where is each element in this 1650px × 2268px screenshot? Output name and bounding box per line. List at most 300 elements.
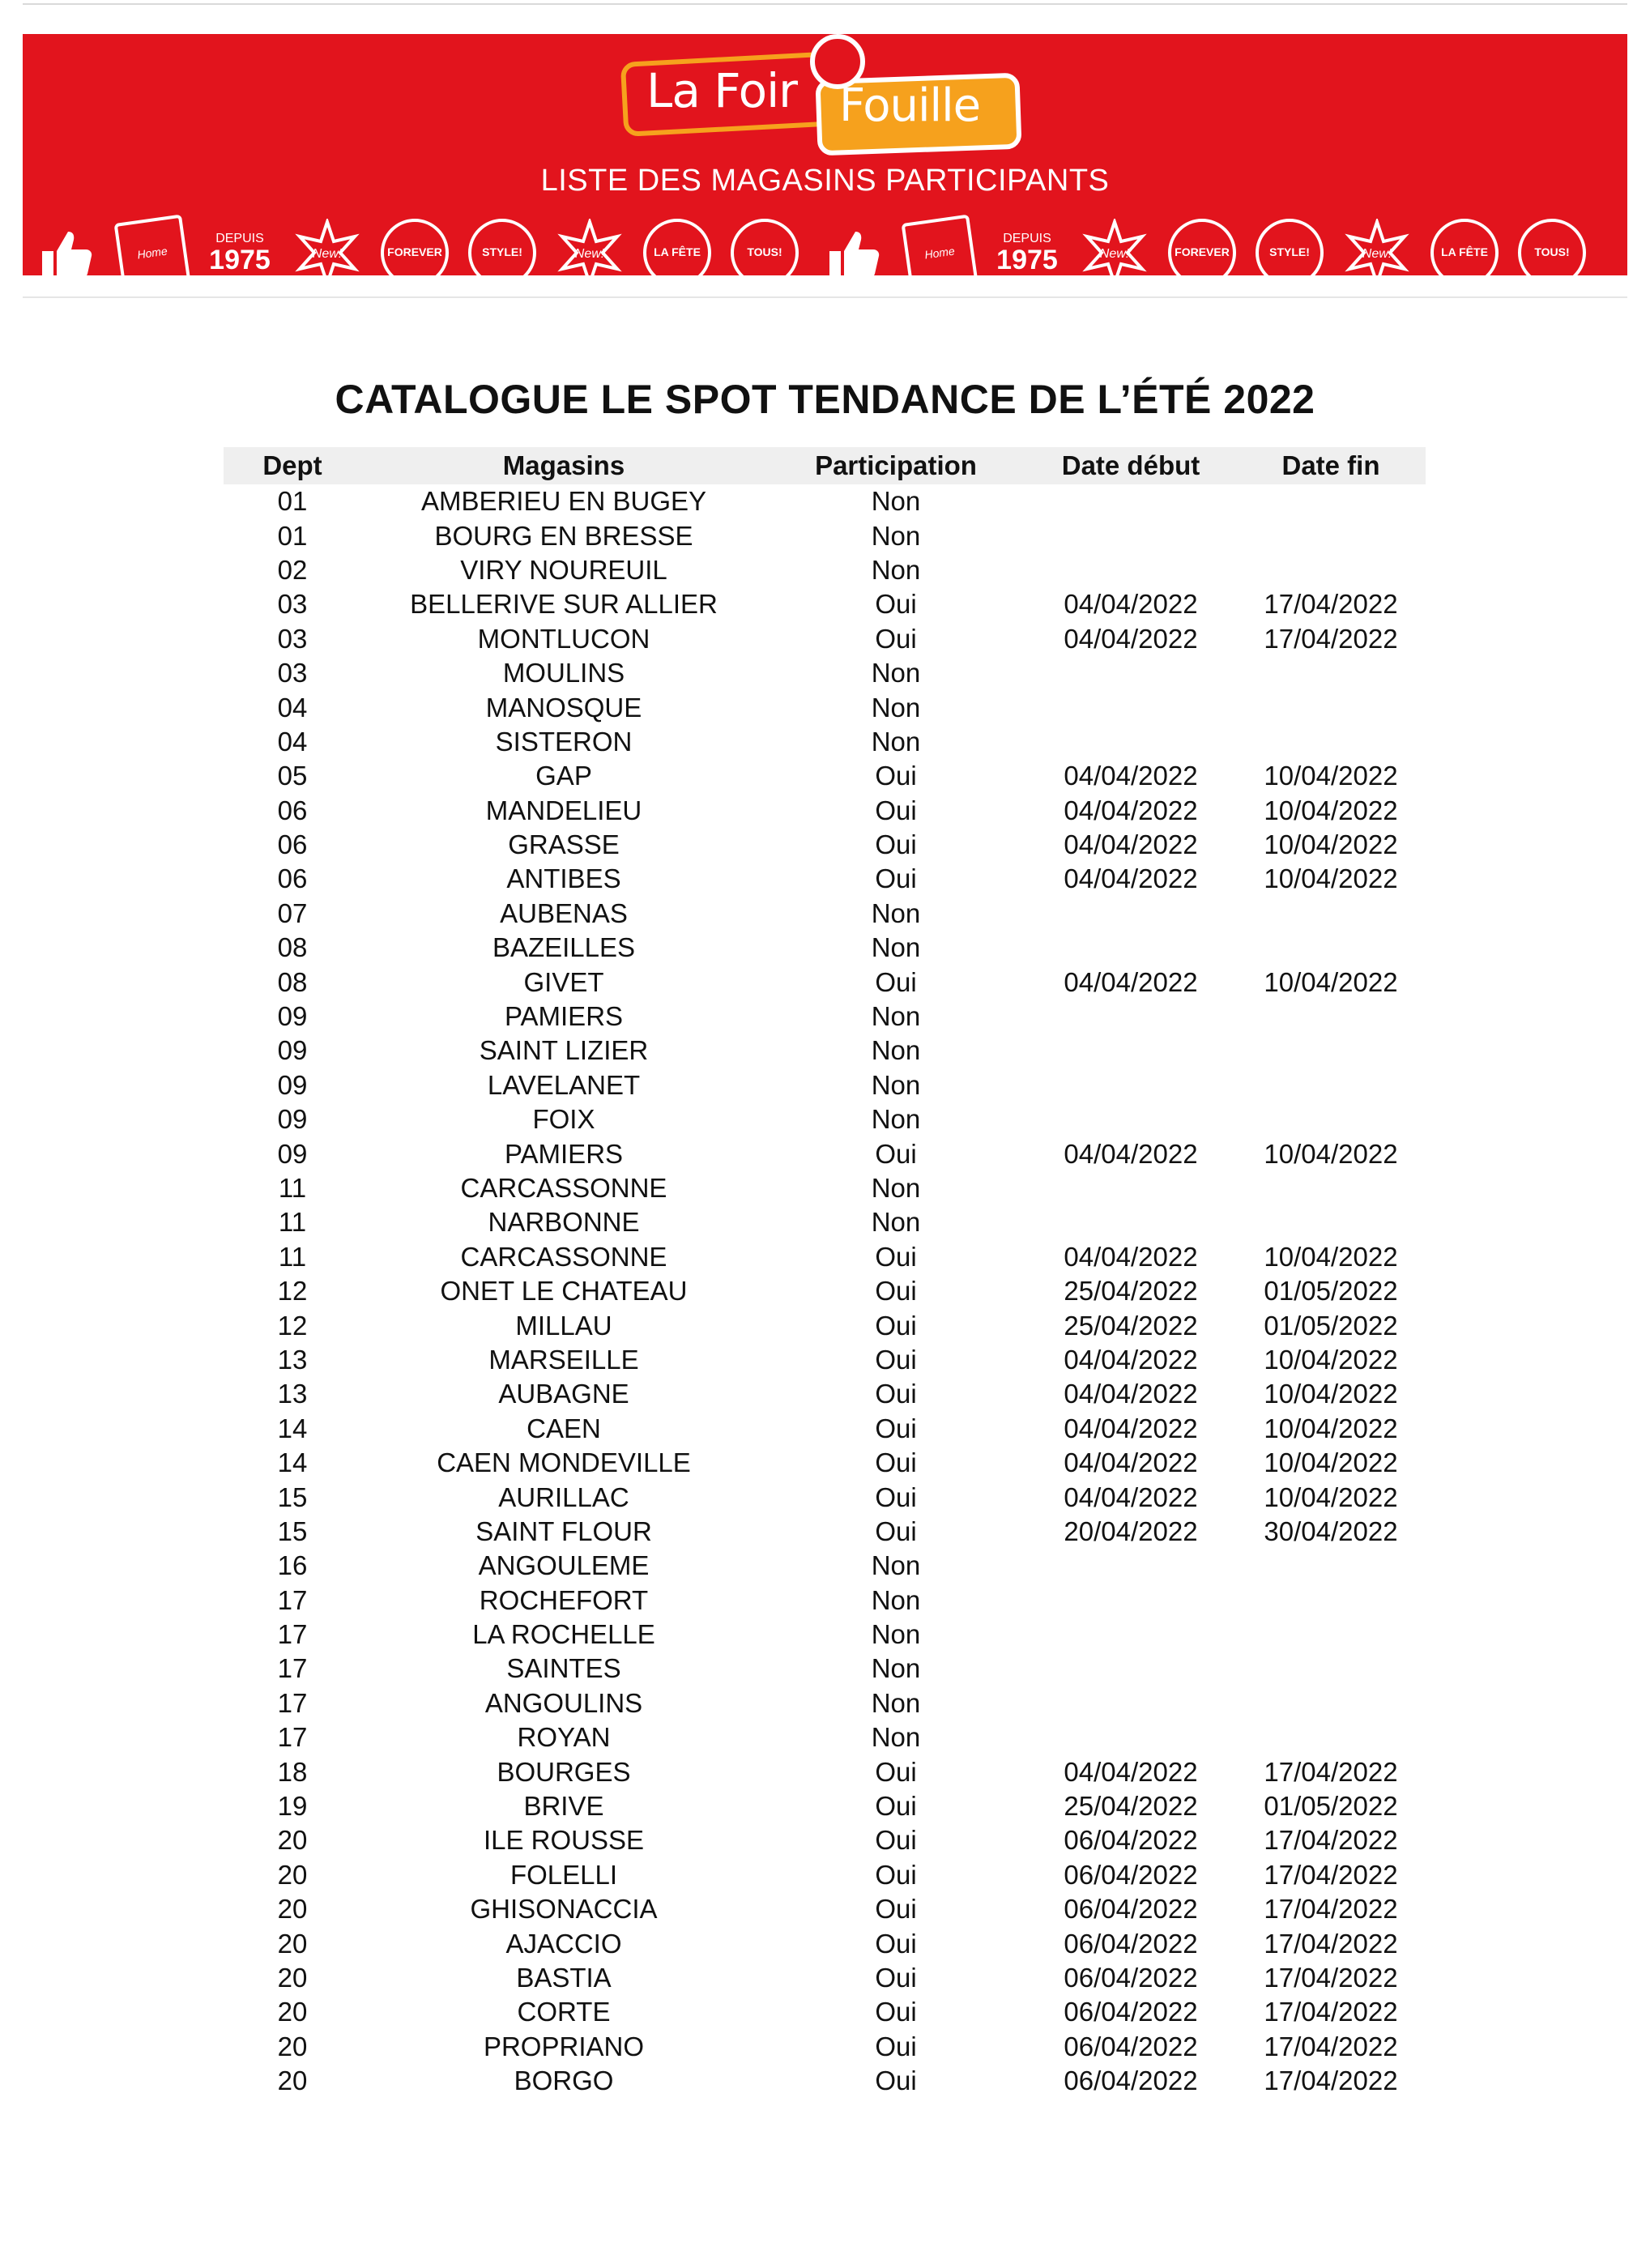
store-name-cell: MARSEILLE [488,1344,639,1375]
end-date-cell: 17/04/2022 [1264,2066,1398,2096]
start-date-cell [1025,484,1236,518]
table-row [224,1995,1426,2029]
start-date-cell: 04/04/2022 [1064,1413,1198,1443]
end-date-cell: 10/04/2022 [1264,1344,1398,1375]
participation-cell: Oui [875,1859,917,1890]
store-name-cell: SAINT FLOUR [475,1516,652,1546]
participation-cell: Non [871,1653,921,1684]
participation-cell: Oui [875,589,917,620]
banner-subtitle: LISTE DES MAGASINS PARTICIPANTS [540,164,1110,198]
dept-cell: 11 [278,1241,307,1272]
end-date-cell [1236,1584,1426,1618]
dept-cell: 08 [277,966,308,997]
store-name-cell: ROYAN [517,1722,611,1753]
start-date-cell [1025,1000,1236,1034]
start-date-cell [1025,1102,1236,1136]
store-name-cell: PAMIERS [504,1001,624,1032]
store-name-cell: GAP [535,761,592,791]
table-row [224,897,1426,931]
participation-cell: Oui [875,1997,917,2027]
end-date-cell: 01/05/2022 [1264,1276,1398,1307]
end-date-cell: 17/04/2022 [1264,2031,1398,2061]
participation-cell: Oui [875,2066,917,2096]
end-date-cell: 01/05/2022 [1264,1791,1398,1822]
start-date-cell: 04/04/2022 [1064,1241,1198,1272]
store-name-cell: GIVET [523,966,604,997]
start-date-cell: 04/04/2022 [1064,761,1198,791]
icon-label: New! [1099,247,1130,261]
brand-logo[interactable] [622,34,1027,156]
table-row [224,759,1426,793]
end-date-cell: 10/04/2022 [1264,1481,1398,1512]
table-row [224,1205,1426,1239]
table-row [224,1102,1426,1136]
start-date-cell: 06/04/2022 [1064,1894,1198,1925]
store-name-cell: BORGO [514,2066,614,2096]
start-date-cell [1025,931,1236,965]
participation-cell: Oui [875,1241,917,1272]
participation-cell: Oui [875,1310,917,1341]
participation-cell: Oui [875,829,917,860]
dept-cell: 17 [277,1619,308,1650]
start-date-cell: 25/04/2022 [1064,1791,1198,1822]
start-date-cell: 06/04/2022 [1064,1928,1198,1959]
store-name-cell: ANGOULEME [478,1550,650,1581]
table-row [224,1480,1426,1514]
table-row [224,1000,1426,1034]
dept-cell: 02 [277,554,308,585]
table-row [224,587,1426,621]
dept-cell: 15 [277,1516,308,1546]
store-name-cell: SAINT LIZIER [479,1035,649,1066]
dept-cell: 09 [277,1138,308,1169]
style-badge-icon [1256,219,1324,275]
dept-cell: 04 [277,692,308,723]
participation-cell: Non [871,1035,921,1066]
start-date-cell: 06/04/2022 [1064,1962,1198,1993]
participation-cell: Non [871,1722,921,1753]
table-row [224,1686,1426,1720]
participation-cell: Non [871,1619,921,1650]
table-row [224,1754,1426,1788]
start-date-cell: 04/04/2022 [1064,1138,1198,1169]
store-name-cell: ANTIBES [506,863,621,894]
dept-cell: 06 [277,863,308,894]
icon-label: STYLE! [1269,245,1310,259]
end-date-cell [1236,931,1426,965]
table-row [224,862,1426,896]
home-sweet-home-icon [114,215,191,275]
dept-cell: 08 [277,932,308,963]
end-date-cell: 17/04/2022 [1264,1825,1398,1856]
dept-cell: 20 [277,1962,308,1993]
banner-icon-strip [23,219,1627,275]
icon-label: New! [312,247,343,261]
participation-cell: Non [871,1173,921,1203]
new-star-icon [1081,219,1149,275]
end-date-cell [1236,1171,1426,1205]
participation-cell: Oui [875,1791,917,1822]
dept-cell: 17 [277,1687,308,1718]
dept-cell: 09 [277,1035,308,1066]
store-name-cell: MILLAU [515,1310,612,1341]
table-row [224,1515,1426,1549]
end-date-cell [1236,1549,1426,1583]
store-name-cell: CAEN [527,1413,601,1443]
stores-table-container [224,447,1426,2098]
store-name-cell: GHISONACCIA [470,1894,658,1925]
table-row [224,1240,1426,1274]
table-row [224,1789,1426,1823]
end-date-cell [1236,1068,1426,1102]
participation-cell: Oui [875,2031,917,2061]
start-date-cell [1025,1205,1236,1239]
table-row [224,1377,1426,1411]
store-name-cell: ROCHEFORT [479,1584,649,1615]
table-row [224,1034,1426,1068]
start-date-cell [1025,1068,1236,1102]
table-row [224,1618,1426,1652]
icon-label: Home [136,244,168,262]
end-date-cell [1236,1034,1426,1068]
participation-cell: Oui [875,761,917,791]
dept-cell: 13 [277,1344,308,1375]
home-sweet-home-icon [902,215,978,275]
participation-cell: Oui [875,1894,917,1925]
icon-label: LA FÊTE [1441,245,1488,259]
table-row [224,828,1426,862]
participation-cell: Non [871,692,921,723]
table-row [224,1584,1426,1618]
participation-cell: Non [871,1207,921,1238]
participation-cell: Non [871,932,921,963]
start-date-cell: 04/04/2022 [1064,1379,1198,1409]
store-name-cell: FOIX [532,1104,595,1135]
dept-cell: 18 [277,1756,308,1787]
dept-cell: 17 [277,1584,308,1615]
participation-cell: Oui [875,795,917,825]
dept-cell: 16 [277,1550,308,1581]
dept-cell: 12 [277,1276,308,1307]
store-name-cell: MOULINS [502,658,625,688]
table-row [224,1274,1426,1308]
table-row [224,2064,1426,2098]
table-row [224,1446,1426,1480]
tous-badge-icon [731,219,799,275]
banner-bottom-divider [23,296,1627,298]
start-date-cell: 04/04/2022 [1064,829,1198,860]
dept-cell: 13 [277,1379,308,1409]
start-date-cell: 04/04/2022 [1064,863,1198,894]
end-date-cell: 17/04/2022 [1264,1997,1398,2027]
table-row [224,931,1426,965]
start-date-cell [1025,1652,1236,1686]
end-date-cell [1236,518,1426,552]
end-date-cell: 10/04/2022 [1264,761,1398,791]
participation-cell: Oui [875,1962,917,1993]
dept-cell: 11 [278,1207,307,1238]
start-date-cell [1025,553,1236,587]
document-title: CATALOGUE LE SPOT TENDANCE DE L’ÉTÉ 2022 [335,376,1315,422]
table-row [224,2030,1426,2064]
table-row [224,553,1426,587]
start-date-cell: 20/04/2022 [1064,1516,1198,1546]
start-date-cell [1025,725,1236,759]
end-date-cell: 17/04/2022 [1264,1756,1398,1787]
store-name-cell: AUBENAS [500,897,628,928]
forever-heart-icon [381,219,449,275]
table-row [224,1858,1426,1892]
participation-cell: Non [871,1069,921,1100]
table-row [224,690,1426,724]
store-name-cell: MANOSQUE [485,692,642,723]
store-name-cell: CORTE [517,1997,611,2027]
dept-cell: 14 [277,1413,308,1443]
table-header-row [224,447,1426,484]
table-row [224,1068,1426,1102]
column-header-date-fin: Date fin [1281,450,1380,480]
thumbs-up-icon [818,219,886,275]
participation-cell: Non [871,897,921,928]
participation-cell: Oui [875,1413,917,1443]
dept-cell: 20 [277,1825,308,1856]
start-date-cell [1025,1584,1236,1618]
header-banner [23,34,1627,275]
icon-label: DEPUIS [215,232,264,245]
start-date-cell: 04/04/2022 [1064,1756,1198,1787]
start-date-cell: 06/04/2022 [1064,1859,1198,1890]
table-row [224,1652,1426,1686]
table-row [224,1549,1426,1583]
store-name-cell: NARBONNE [488,1207,640,1238]
store-name-cell: VIRY NOUREUIL [460,554,667,585]
thumbs-up-icon [31,219,99,275]
start-date-cell: 06/04/2022 [1064,2031,1198,2061]
table-row [224,484,1426,518]
start-date-cell: 25/04/2022 [1064,1310,1198,1341]
end-date-cell: 10/04/2022 [1264,966,1398,997]
dept-cell: 17 [277,1653,308,1684]
table-row [224,1412,1426,1446]
icon-label: LA FÊTE [654,245,701,259]
dept-cell: 20 [277,1859,308,1890]
end-date-cell: 17/04/2022 [1264,623,1398,654]
participation-cell: Non [871,486,921,517]
store-name-cell: SISTERON [495,726,633,757]
dept-cell: 15 [277,1481,308,1512]
participation-cell: Oui [875,863,917,894]
start-date-cell: 06/04/2022 [1064,1825,1198,1856]
icon-label: Home [923,244,956,262]
store-name-cell: FOLELLI [509,1859,618,1890]
tous-badge-icon [1518,219,1586,275]
store-name-cell: CARCASSONNE [460,1173,667,1203]
icon-label: New! [574,247,605,261]
table-row [224,1343,1426,1377]
style-badge-icon [468,219,536,275]
start-date-cell: 04/04/2022 [1064,623,1198,654]
start-date-cell [1025,1171,1236,1205]
start-date-cell: 06/04/2022 [1064,2066,1198,2096]
table-row [224,1308,1426,1342]
store-name-cell: AUBAGNE [498,1379,629,1409]
column-header-magasins: Magasins [502,450,625,480]
end-date-cell: 10/04/2022 [1264,1447,1398,1478]
start-date-cell [1025,897,1236,931]
participation-cell: Non [871,1104,921,1135]
table-body [224,484,1426,2098]
end-date-cell: 10/04/2022 [1264,1241,1398,1272]
dept-cell: 20 [277,2066,308,2096]
logo-text-part1: La Foir [646,63,798,118]
table-row [224,965,1426,999]
store-name-cell: LA ROCHELLE [472,1619,655,1650]
table-row [224,1892,1426,1926]
start-date-cell: 04/04/2022 [1064,589,1198,620]
participation-cell: Non [871,1584,921,1615]
store-name-cell: AURILLAC [498,1481,629,1512]
dept-cell: 01 [277,486,308,517]
end-date-cell [1236,484,1426,518]
store-name-cell: ONET LE CHATEAU [440,1276,688,1307]
column-header-dept: Dept [262,450,322,480]
icon-label: DEPUIS [1003,232,1051,245]
start-date-cell [1025,1720,1236,1754]
start-date-cell: 04/04/2022 [1064,1344,1198,1375]
participation-cell: Oui [875,1928,917,1959]
icon-label: FOREVER [387,245,442,259]
end-date-cell: 17/04/2022 [1264,589,1398,620]
store-name-cell: AMBERIEU EN BUGEY [420,486,707,517]
column-header-participation: Participation [815,450,977,480]
end-date-cell [1236,1652,1426,1686]
dept-cell: 07 [277,897,308,928]
start-date-cell [1025,690,1236,724]
dept-cell: 20 [277,1997,308,2027]
icon-label: TOUS! [1534,245,1570,259]
participation-cell: Non [871,1550,921,1581]
logo-text-part2: Fouille [839,79,981,132]
participation-cell: Oui [875,1138,917,1169]
store-name-cell: CARCASSONNE [460,1241,667,1272]
end-date-cell: 01/05/2022 [1264,1310,1398,1341]
icon-label: TOUS! [747,245,782,259]
table-row [224,1720,1426,1754]
end-date-cell: 10/04/2022 [1264,863,1398,894]
start-date-cell [1025,1549,1236,1583]
table-row [224,622,1426,656]
end-date-cell: 10/04/2022 [1264,829,1398,860]
participation-cell: Non [871,726,921,757]
dept-cell: 17 [277,1722,308,1753]
dept-cell: 09 [277,1104,308,1135]
dept-cell: 09 [277,1001,308,1032]
end-date-cell: 17/04/2022 [1264,1928,1398,1959]
start-date-cell [1025,1034,1236,1068]
table-row [224,1136,1426,1170]
end-date-cell: 10/04/2022 [1264,1413,1398,1443]
store-name-cell: PROPRIANO [483,2031,645,2061]
participation-cell: Oui [875,1516,917,1546]
end-date-cell: 17/04/2022 [1264,1962,1398,1993]
new-star-icon [293,219,361,275]
participation-cell: Non [871,554,921,585]
store-name-cell: SAINTES [506,1653,621,1684]
participation-cell: Oui [875,1447,917,1478]
new-star-icon [556,219,624,275]
table-row [224,1926,1426,1960]
participation-cell: Oui [875,623,917,654]
table-row [224,656,1426,690]
dept-cell: 12 [277,1310,308,1341]
end-date-cell: 17/04/2022 [1264,1894,1398,1925]
end-date-cell [1236,1720,1426,1754]
participation-cell: Oui [875,1379,917,1409]
participation-cell: Non [871,1001,921,1032]
end-date-cell: 10/04/2022 [1264,1379,1398,1409]
dept-cell: 09 [277,1069,308,1100]
participation-cell: Oui [875,1756,917,1787]
end-date-cell [1236,553,1426,587]
icon-label: New! [1362,247,1392,261]
store-name-cell: MANDELIEU [485,795,642,825]
store-name-cell: LAVELANET [487,1069,641,1100]
participation-cell: Oui [875,966,917,997]
end-date-cell [1236,1205,1426,1239]
start-date-cell: 06/04/2022 [1064,1997,1198,2027]
end-date-cell [1236,1102,1426,1136]
end-date-cell [1236,1618,1426,1652]
column-header-date-debut: Date début [1061,450,1200,480]
dept-cell: 01 [277,520,308,551]
dept-cell: 04 [277,726,308,757]
new-star-icon [1343,219,1411,275]
participation-cell: Oui [875,1344,917,1375]
icon-label: STYLE! [482,245,522,259]
store-name-cell: ANGOULINS [484,1687,643,1718]
start-date-cell: 04/04/2022 [1064,795,1198,825]
dept-cell: 05 [277,761,308,791]
end-date-cell [1236,690,1426,724]
store-name-cell: CAEN MONDEVILLE [437,1447,691,1478]
table-row [224,794,1426,828]
dept-cell: 03 [277,658,308,688]
store-name-cell: BOURG EN BRESSE [434,520,693,551]
store-name-cell: BELLERIVE SUR ALLIER [410,589,718,620]
store-name-cell: BRIVE [523,1791,604,1822]
dept-cell: 14 [277,1447,308,1478]
participation-cell: Oui [875,1481,917,1512]
icon-label: 1975 [209,245,271,275]
depuis-1975-icon [993,219,1061,275]
end-date-cell [1236,897,1426,931]
start-date-cell [1025,1618,1236,1652]
table-row [224,518,1426,552]
store-name-cell: GRASSE [508,829,620,860]
store-name-cell: BOURGES [497,1756,631,1787]
store-name-cell: MONTLUCON [477,623,650,654]
depuis-1975-icon [206,219,274,275]
participation-cell: Oui [875,1825,917,1856]
participation-cell: Non [871,520,921,551]
table-row [224,1171,1426,1205]
dept-cell: 11 [278,1173,307,1203]
end-date-cell: 10/04/2022 [1264,795,1398,825]
top-divider [23,3,1627,5]
dept-cell: 20 [277,1894,308,1925]
store-name-cell: ILE ROUSSE [483,1825,645,1856]
participation-cell: Non [871,658,921,688]
